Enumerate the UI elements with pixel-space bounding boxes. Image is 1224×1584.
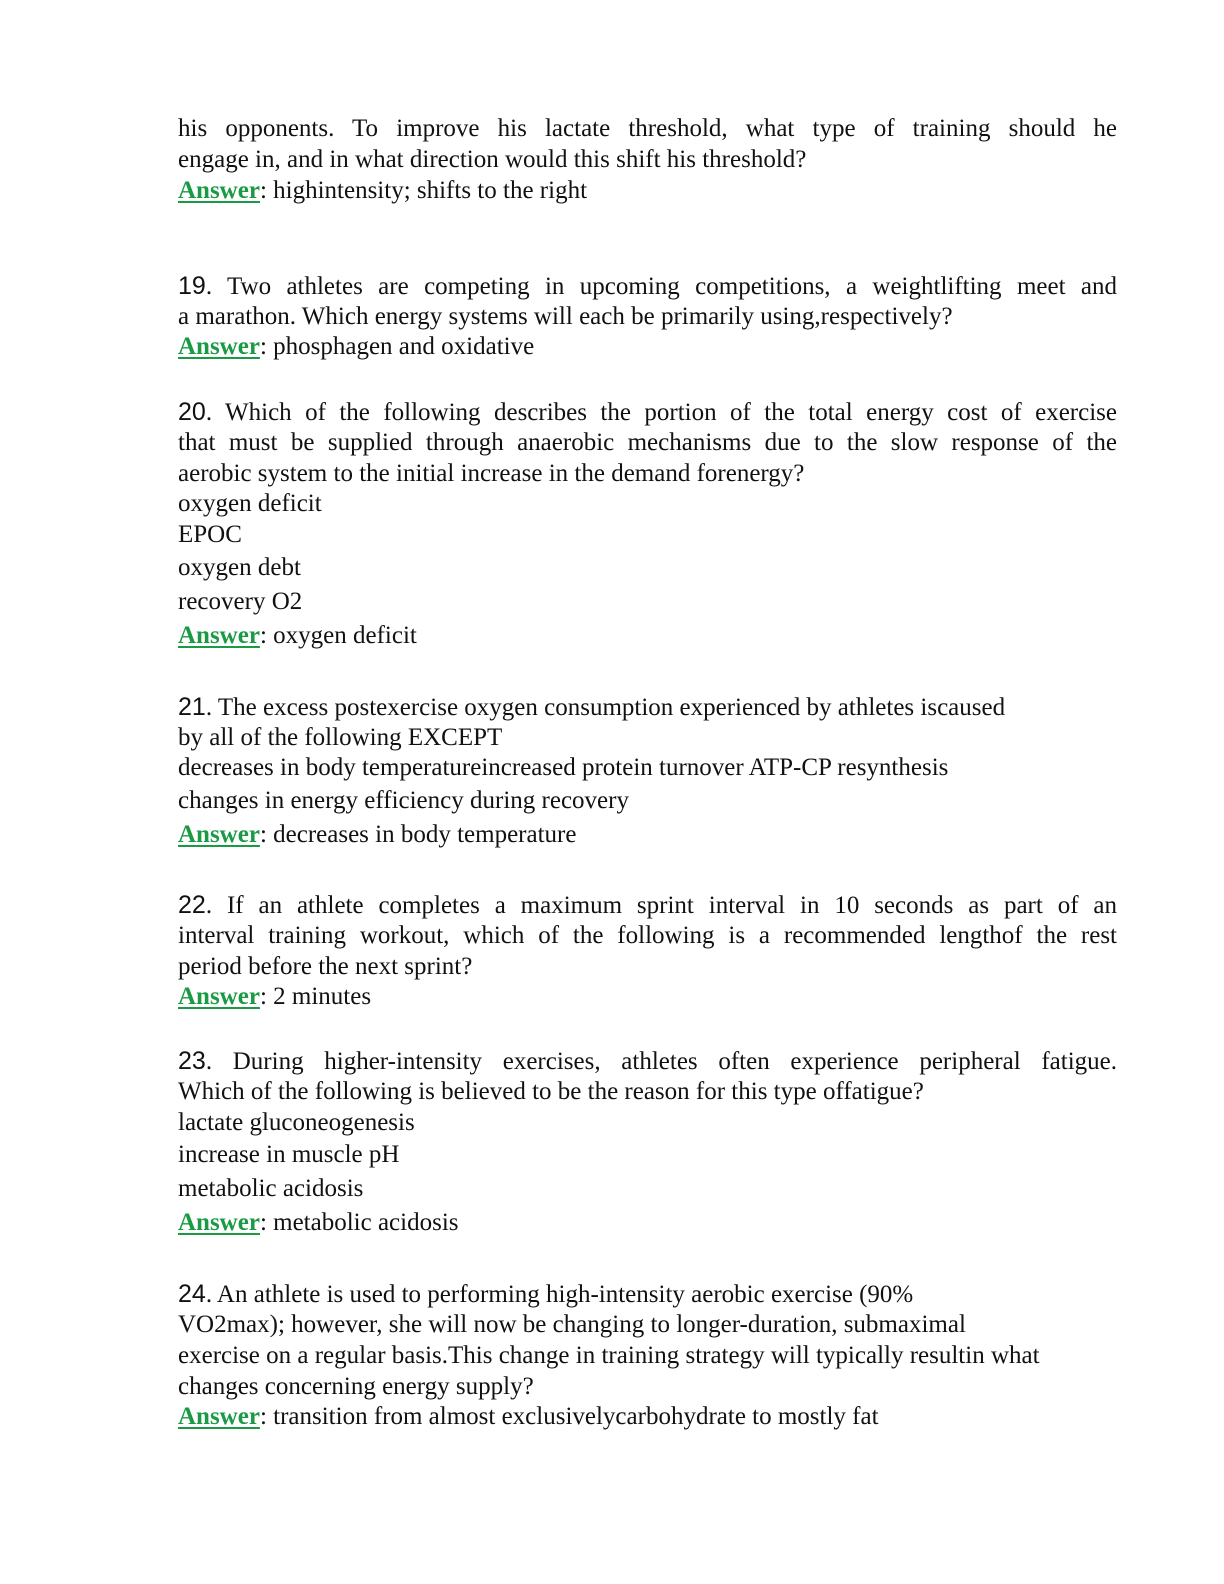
q23-answer (178, 1208, 459, 1238)
q24-line-2: VO2max); however, she will now be changing to longer-duration, submaximal (178, 1311, 966, 1338)
q24-line-4: changes concerning energy supply? (178, 1373, 534, 1400)
answer-label: Answer (178, 983, 260, 1010)
answer-label: Answer (178, 821, 260, 848)
q23-option-3: metabolic acidosis (178, 1175, 364, 1202)
q24-line-3: exercise on a regular basis.This change in training strategy will typically resultin what (178, 1342, 1040, 1369)
answer-text: : highintensity; shifts to the right (259, 177, 588, 204)
answer-text: : decreases in body temperature (259, 821, 577, 848)
q19-line-2: a marathon. Which energy systems will each be primarily using,respectively? (178, 303, 953, 330)
question-text: . The excess postexercise oxygen consumption experienced by athletes iscaused (205, 694, 1006, 721)
answer-text: : transition from almost exclusivelycarbohydrate to mostly fat (259, 1403, 879, 1430)
intro-answer (178, 176, 587, 206)
question-text: . An athlete is used to performing high-intensity aerobic exercise (90% (205, 1281, 914, 1308)
q21-line-1 (178, 692, 1005, 723)
q23-line-2: Which of the following is believed to be the reason for this type offatigue? (178, 1078, 924, 1105)
q19-line-1 (178, 271, 1117, 302)
intro-line-1: his opponents. To improve his lactate threshold, what type of training should he (178, 115, 1117, 142)
q21-answer (178, 820, 576, 850)
q20-option-2: EPOC (178, 521, 242, 548)
question-number: 22 (178, 891, 206, 919)
q23-line-1 (178, 1046, 1117, 1077)
q24-line-1 (178, 1279, 913, 1310)
q20-answer (178, 621, 417, 651)
answer-label: Answer (178, 1209, 260, 1236)
answer-text: : oxygen deficit (259, 622, 417, 649)
question-number: 21 (178, 693, 206, 721)
answer-text: : phosphagen and oxidative (259, 333, 535, 360)
q23-option-1: lactate gluconeogenesis (178, 1109, 415, 1136)
answer-label: Answer (178, 333, 260, 360)
question-number: 20 (178, 398, 206, 426)
question-text: . Which of the following describes the portion of the total energy cost of exercise (205, 399, 1117, 426)
answer-label: Answer (178, 177, 260, 204)
question-number: 24 (178, 1280, 206, 1308)
q20-line-2: that must be supplied through anaerobic mechanisms due to the slow response of the (178, 429, 1117, 456)
q22-answer (178, 982, 371, 1012)
q22-line-3: period before the next sprint? (178, 953, 473, 980)
q21-line-2: by all of the following EXCEPT (178, 724, 503, 751)
q23-option-2: increase in muscle pH (178, 1141, 400, 1168)
question-text: . If an athlete completes a maximum sprint interval in 10 seconds as part of an (205, 892, 1117, 919)
q21-option-1: decreases in body temperatureincreased protein turnover ATP-CP resynthesis (178, 754, 949, 781)
answer-label: Answer (178, 622, 260, 649)
intro-line-2: engage in, and in what direction would this shift his threshold? (178, 146, 807, 173)
question-text: . During higher-intensity exercises, athletes often experience peripheral fatigue. (205, 1048, 1117, 1075)
q20-option-3: oxygen debt (178, 554, 301, 581)
answer-text: : metabolic acidosis (259, 1209, 459, 1236)
q19-answer (178, 332, 534, 362)
q20-line-3: aerobic system to the initial increase in the demand forenergy? (178, 460, 805, 487)
question-number: 19 (178, 272, 206, 300)
q20-option-4: recovery O2 (178, 588, 303, 615)
q20-option-1: oxygen deficit (178, 490, 322, 517)
question-text: . Two athletes are competing in upcoming competitions, a weightlifting meet and (205, 273, 1117, 300)
q20-line-1 (178, 397, 1117, 428)
q24-answer (178, 1402, 879, 1432)
answer-label: Answer (178, 1403, 260, 1430)
answer-text: : 2 minutes (259, 983, 372, 1010)
question-number: 23 (178, 1047, 206, 1075)
q21-option-2: changes in energy efficiency during recovery (178, 787, 629, 814)
q22-line-2: interval training workout, which of the following is a recommended lengthof the rest (178, 922, 1117, 949)
q22-line-1 (178, 890, 1117, 921)
